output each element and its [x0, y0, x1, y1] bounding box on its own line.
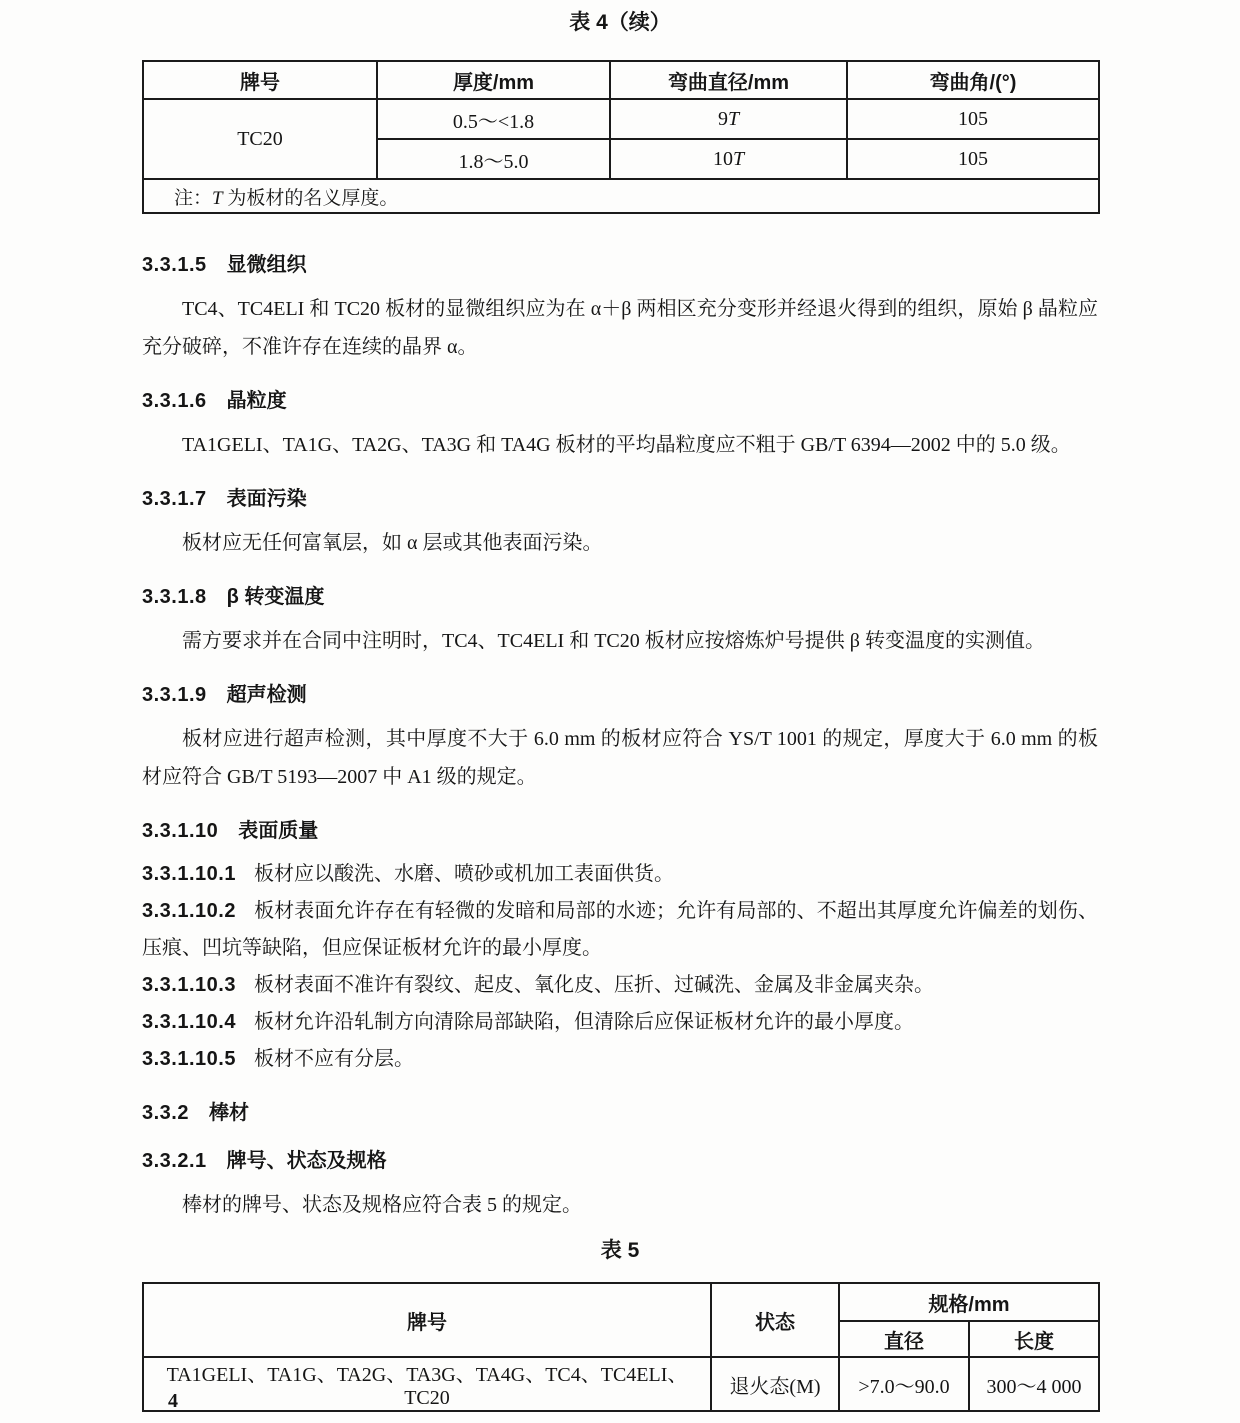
table5-header-grade: 牌号: [143, 1283, 711, 1357]
subclause-text: 板材允许沿轧制方向清除局部缺陷，但清除后应保证板材允许的最小厚度。: [253, 1011, 914, 1033]
subclause-number: 3.3.1.10.3: [142, 974, 236, 996]
table4-bend-angle-cell: 105: [847, 139, 1099, 179]
table4-grade-cell: TC20: [143, 99, 377, 179]
section-paragraph: 需方要求并在合同中注明时，TC4、TC4ELI 和 TC20 板材应按熔炼炉号提供 β 转变温度的实测值。: [182, 630, 1045, 652]
subclause-text: 板材表面不准许有裂纹、起皮、氧化皮、压折、过碱洗、金属及非金属夹杂。: [253, 974, 934, 996]
bend-diameter-value: 10: [712, 147, 733, 170]
subclause-number: 3.3.1.10.2: [142, 900, 236, 922]
section-heading-3-3-1-6: [142, 388, 1098, 414]
note-text: 为板材的名义厚度。: [222, 187, 399, 209]
section-title: 表面污染: [226, 488, 307, 510]
section-number: 3.3.1.7: [142, 488, 207, 510]
section-heading-3-3-1-9: [142, 682, 1098, 708]
table4-bend-angle-cell: 105: [847, 99, 1099, 139]
bend-diameter-t: T: [727, 107, 740, 130]
subclause-text: 板材应以酸洗、水磨、喷砂或机加工表面供货。: [253, 863, 674, 885]
table5-state-cell: 退火态(M): [711, 1357, 839, 1411]
table5-data-row: [143, 1357, 1099, 1411]
subclause-number: 3.3.1.10.5: [142, 1048, 236, 1070]
section-heading-3-3-2: [142, 1100, 1098, 1126]
table5-grade-cell: TA1GELI、TA1G、TA2G、TA3G、TA4G、TC4、TC4ELI、TC20: [143, 1357, 711, 1411]
section-number: 3.3.1.5: [142, 254, 207, 276]
table5: [142, 1282, 1100, 1412]
section-heading-3-3-2-1: [142, 1148, 1098, 1174]
subclause-list: [142, 856, 1098, 1078]
table4: [142, 60, 1100, 214]
table4-header-grade: 牌号: [143, 61, 377, 99]
table4-header-bend-angle: 弯曲角/(°): [847, 61, 1099, 99]
subclause-number: 3.3.1.10.1: [142, 863, 236, 885]
table5-header-row-top: [143, 1283, 1099, 1321]
table5-header-length: 长度: [969, 1321, 1099, 1357]
table5-header-diameter: 直径: [839, 1321, 969, 1357]
table4-header-row: [143, 61, 1099, 99]
section-number: 3.3.1.6: [142, 390, 207, 412]
section-number: 3.3.2.1: [142, 1150, 207, 1172]
table5-header-state: 状态: [711, 1283, 839, 1357]
section-number: 3.3.1.9: [142, 684, 207, 706]
section-paragraph: TA1GELI、TA1G、TA2G、TA3G 和 TA4G 板材的平均晶粒度应不粗于 GB/T 6394—2002 中的 5.0 级。: [182, 434, 1071, 456]
table4-note-row: [143, 179, 1099, 213]
section-title: β 转变温度: [226, 586, 325, 608]
subclause-3-3-1-10-4: [142, 1004, 1098, 1041]
bend-diameter-t: T: [732, 147, 745, 170]
section-title: 晶粒度: [226, 390, 287, 412]
section-heading-3-3-1-10: [142, 818, 1098, 844]
table4-header-bend-diameter: 弯曲直径/mm: [610, 61, 847, 99]
subclause-3-3-1-10-5: [142, 1041, 1098, 1078]
bend-diameter-value: 9: [717, 107, 728, 130]
subclause-3-3-1-10-2: [142, 893, 1098, 967]
section-number: 3.3.2: [142, 1102, 189, 1124]
table5-header-spec: 规格/mm: [839, 1283, 1099, 1321]
section-title: 棒材: [208, 1102, 249, 1124]
table4-note: [143, 179, 1099, 213]
table5-diameter-cell: >7.0～90.0: [839, 1357, 969, 1411]
table4-thickness-cell: 0.5～<1.8: [377, 99, 610, 139]
section-paragraph: 板材应无任何富氧层，如 α 层或其他表面污染。: [182, 532, 603, 554]
subclause-3-3-1-10-3: [142, 967, 1098, 1004]
section-heading-3-3-1-8: [142, 584, 1098, 610]
section-paragraph: 板材应进行超声检测，其中厚度不大于 6.0 mm 的板材应符合 YS/T 1001 的规定，厚度大于 6.0 mm 的板材应符合 GB/T 5193—2007 中 A1 级的规定。: [142, 728, 1098, 788]
table4-row: [143, 99, 1099, 139]
page-number: 4: [168, 1390, 178, 1412]
section-heading-3-3-1-7: [142, 486, 1098, 512]
section-number: 3.3.1.10: [142, 820, 219, 842]
table4-bend-diameter-cell: [610, 139, 847, 179]
table4-header-thickness: 厚度/mm: [377, 61, 610, 99]
table5-title: 表 5: [600, 1239, 640, 1262]
section-title: 表面质量: [238, 820, 319, 842]
table5-length-cell: 300～4 000: [969, 1357, 1099, 1411]
table4-bend-diameter-cell: [610, 99, 847, 139]
section-paragraph: TC4、TC4ELI 和 TC20 板材的显微组织应为在 α＋β 两相区充分变形并经退火得到的组织，原始 β 晶粒应充分破碎，不准许存在连续的晶界 α。: [142, 298, 1098, 358]
subclause-3-3-1-10-1: [142, 856, 1098, 893]
section-paragraph: 棒材的牌号、状态及规格应符合表 5 的规定。: [182, 1194, 582, 1216]
subclause-number: 3.3.1.10.4: [142, 1011, 236, 1033]
subclause-text: 板材表面允许存在有轻微的发暗和局部的水迹；允许有局部的、不超出其厚度允许偏差的划伤、压痕、凹坑等缺陷，但应保证板材允许的最小厚度。: [142, 900, 1098, 959]
note-t-symbol: T: [212, 187, 223, 209]
section-heading-3-3-1-5: [142, 252, 1098, 278]
section-title: 显微组织: [226, 254, 307, 276]
section-number: 3.3.1.8: [142, 586, 207, 608]
section-title: 超声检测: [226, 684, 307, 706]
table4-thickness-cell: 1.8～5.0: [377, 139, 610, 179]
section-title: 牌号、状态及规格: [226, 1150, 387, 1172]
table4-title: 表 4（续）: [569, 11, 671, 34]
note-prefix: 注：: [174, 187, 213, 209]
subclause-text: 板材不应有分层。: [253, 1048, 414, 1070]
